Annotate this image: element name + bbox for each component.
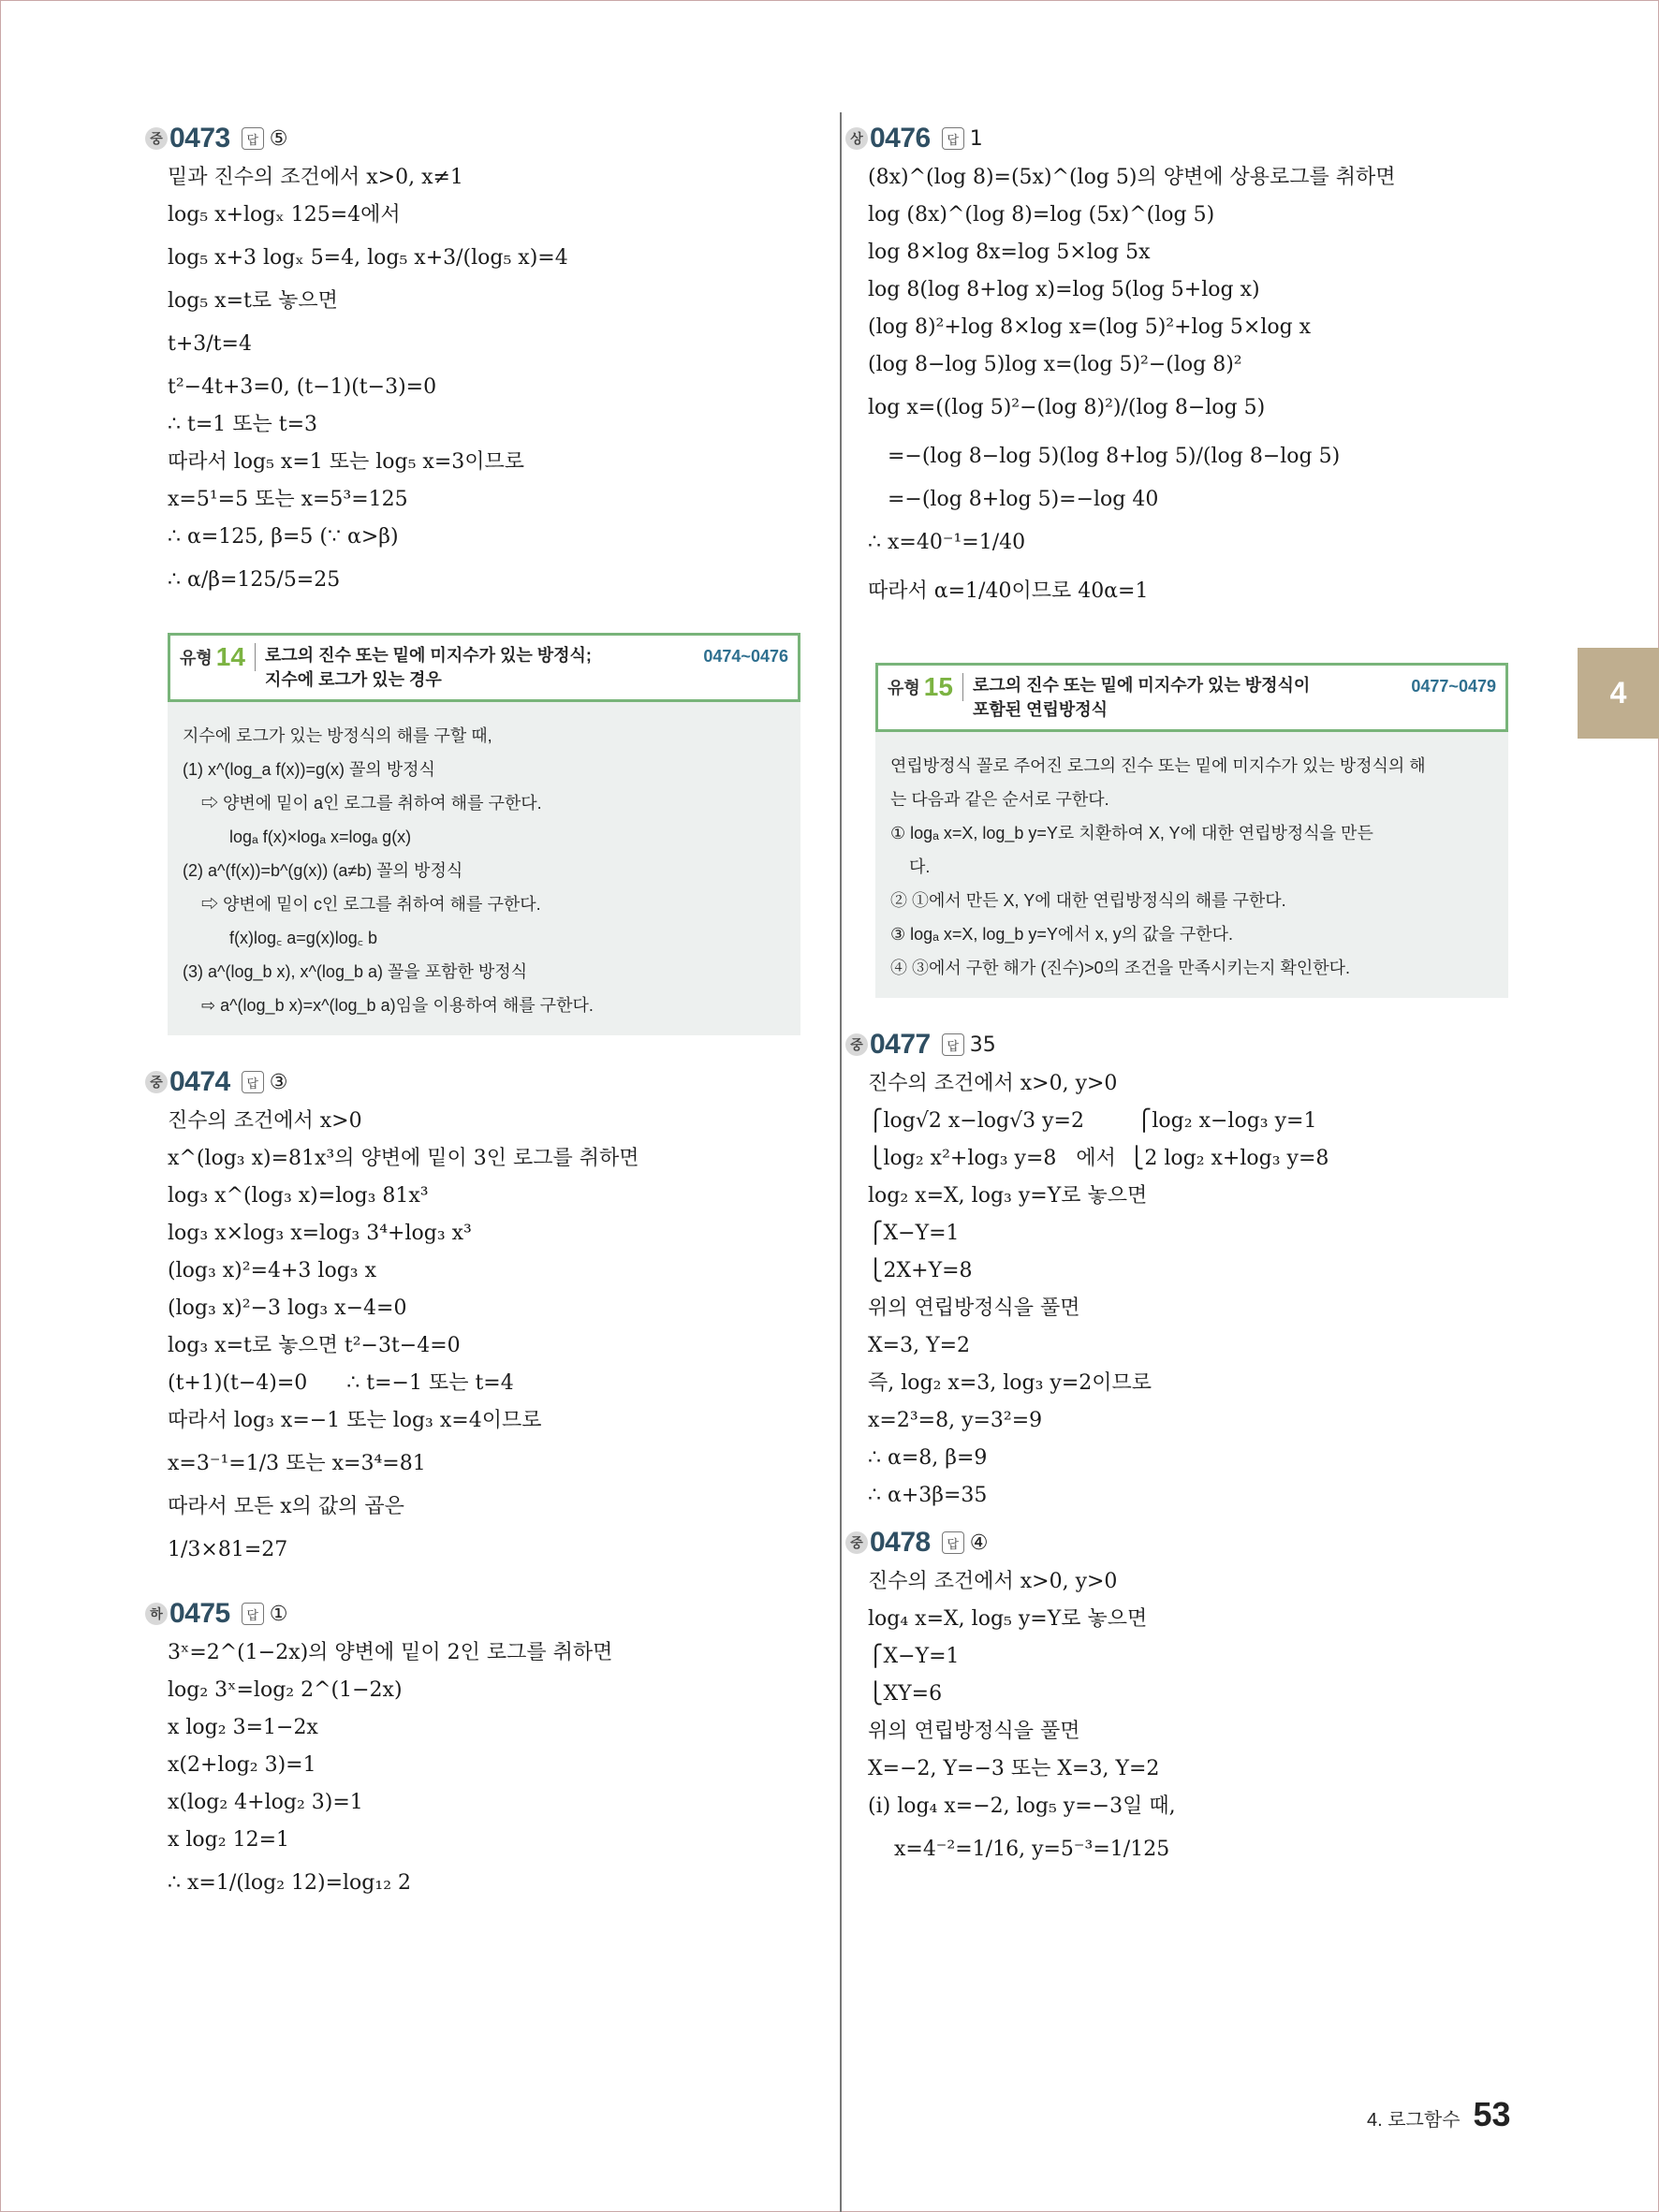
solution-line: 위의 연립방정식을 풀면 <box>868 1720 1080 1743</box>
page-number: 53 <box>1473 2095 1511 2133</box>
problem-header <box>145 120 810 157</box>
solution-line: ∴ α=125, β=5 (∵ α>β) <box>168 525 399 549</box>
difficulty-badge: 중 <box>145 127 168 150</box>
answer-tag: 답 <box>242 1603 264 1625</box>
solution-line: log₃ x×log₃ x=log₃ 3⁴+log₃ x³ <box>168 1222 472 1245</box>
problem-0476 <box>845 120 1521 616</box>
problem-header <box>845 1026 1521 1063</box>
type-tip-box <box>875 732 1508 998</box>
problem-0475 <box>145 1595 810 1908</box>
solution-line: log₂ 3ˣ=log₂ 2^(1−2x) <box>168 1678 403 1702</box>
problem-0477 <box>845 1026 1521 1515</box>
type-title: 로그의 진수 또는 밑에 미지수가 있는 방정식; 지수에 로그가 있는 경우 <box>264 646 592 689</box>
tip-line: ③ logₐ x=X, log_b y=Y에서 x, y의 값을 구한다. <box>890 925 1234 944</box>
problem-header <box>845 1524 1521 1561</box>
solution-line: 따라서 log₅ x=1 또는 log₅ x=3이므로 <box>168 450 525 474</box>
difficulty-badge: 상 <box>845 127 868 150</box>
solution-line: x=4⁻²=1/16, y=5⁻³=1/125 <box>868 1838 1170 1861</box>
answer-tag: 답 <box>242 1071 264 1093</box>
difficulty-badge: 하 <box>145 1603 168 1625</box>
type-title: 로그의 진수 또는 밑에 미지수가 있는 방정식이 포함된 연립방정식 <box>972 676 1311 719</box>
tip-line: 연립방정식 꼴로 주어진 로그의 진수 또는 밑에 미지수가 있는 방정식의 해 <box>890 756 1426 775</box>
solution-line: 즉, log₂ x=3, log₃ y=2이므로 <box>868 1371 1152 1395</box>
problem-0478 <box>845 1524 1521 1874</box>
answer-value: ⑤ <box>269 126 288 151</box>
type-label <box>888 673 963 701</box>
solution-line: (log 8)²+log 8×log x=(log 5)²+log 5×log x <box>868 315 1312 339</box>
column-divider <box>840 112 842 2212</box>
solution-line: 따라서 α=1/40이므로 40α=1 <box>868 579 1149 603</box>
solution-line: log (8x)^(log 8)=log (5x)^(log 5) <box>868 203 1215 227</box>
solution-line: 따라서 모든 x의 값의 곱은 <box>168 1495 404 1518</box>
tip-line: (2) a^(f(x))=b^(g(x)) (a≠b) 꼴의 방정식 <box>183 861 463 880</box>
answer-value: 35 <box>969 1033 996 1057</box>
solution-line: ∴ x=40⁻¹=1/40 <box>868 531 1026 554</box>
type-header <box>875 663 1508 732</box>
solution-line: 1/3×81=27 <box>168 1538 288 1561</box>
problem-header <box>145 1063 810 1101</box>
solution-line: x(2+log₂ 3)=1 <box>168 1753 316 1777</box>
solution-line: (log₃ x)²=4+3 log₃ x <box>168 1259 377 1282</box>
answer-value: ④ <box>969 1531 989 1555</box>
type-label <box>180 643 256 671</box>
tip-line: ⇨ 양변에 밑이 a인 로그를 취하여 해를 구한다. <box>183 794 542 813</box>
answer-tag: 답 <box>942 127 964 150</box>
solution-line: log 8(log 8+log x)=log 5(log 5+log x) <box>868 278 1260 301</box>
problem-number: 0477 <box>870 1029 931 1060</box>
solution-lines <box>145 159 810 605</box>
answer-value: ① <box>269 1602 288 1626</box>
solution-line: (log 8−log 5)log x=(log 5)²−(log 8)² <box>868 353 1242 376</box>
solution-line: log₃ x^(log₃ x)=log₃ 81x³ <box>168 1184 429 1208</box>
tip-line: ⇨ a^(log_b x)=x^(log_b a)임을 이용하여 해를 구한다. <box>183 996 594 1015</box>
difficulty-badge: 중 <box>845 1033 868 1056</box>
solution-line: x(log₂ 4+log₂ 3)=1 <box>168 1791 363 1814</box>
tip-line: (3) a^(log_b x), x^(log_b a) 꼴을 포함한 방정식 <box>183 962 528 981</box>
solution-lines <box>145 1103 810 1575</box>
answer-tag: 답 <box>242 127 264 150</box>
type-word: 유형 <box>180 649 213 667</box>
solution-line: log x=((log 5)²−(log 8)²)/(log 8−log 5) <box>868 396 1266 419</box>
solution-line: =−(log 8+log 5)=−log 40 <box>868 488 1159 511</box>
problem-0474 <box>145 1063 810 1575</box>
left-column <box>145 120 810 1917</box>
solution-line: ⎩log₂ x²+log₃ y=8 에서 ⎩2 log₂ x+log₃ y=8 <box>868 1147 1329 1170</box>
solution-line: log 8×log 8x=log 5×log 5x <box>868 241 1151 264</box>
problem-number: 0475 <box>169 1598 230 1629</box>
answer-tag: 답 <box>942 1531 964 1554</box>
solution-line: (i) log₄ x=−2, log₅ y=−3일 때, <box>868 1795 1176 1818</box>
solution-line: log₂ x=X, log₃ y=Y로 놓으면 <box>868 1184 1148 1208</box>
tip-line: f(x)log꜀ a=g(x)log꜀ b <box>183 929 378 947</box>
footer-chapter-title: 4. 로그함수 <box>1367 2110 1461 2131</box>
solution-line: ⎧log√2 x−log√3 y=2 ⎧log₂ x−log₃ y=1 <box>868 1109 1317 1133</box>
tip-line: ⇨ 양변에 밑이 c인 로그를 취하여 해를 구한다. <box>183 895 541 914</box>
solution-line: 3ˣ=2^(1−2x)의 양변에 밑이 2인 로그를 취하면 <box>168 1641 613 1664</box>
solution-line: 진수의 조건에서 x>0, y>0 <box>868 1072 1118 1095</box>
solution-line: ∴ x=1/(log₂ 12)=log₁₂ 2 <box>168 1871 412 1895</box>
page-footer <box>1367 2095 1511 2134</box>
solution-line: (log₃ x)²−3 log₃ x−4=0 <box>168 1296 407 1320</box>
tip-line: (1) x^(log_a f(x))=g(x) 꼴의 방정식 <box>183 760 435 779</box>
solution-line: 위의 연립방정식을 풀면 <box>868 1296 1080 1320</box>
tip-line: 다. <box>890 857 931 876</box>
solution-line: ∴ α/β=125/5=25 <box>168 568 341 592</box>
solution-line: x log₂ 3=1−2x <box>168 1716 318 1739</box>
solution-line: (8x)^(log 8)=(5x)^(log 5)의 양변에 상용로그를 취하면 <box>868 166 1396 189</box>
solution-lines <box>845 1065 1521 1515</box>
difficulty-badge: 중 <box>845 1531 868 1554</box>
solution-line: log₄ x=X, log₅ y=Y로 놓으면 <box>868 1607 1148 1631</box>
type-range: 0477~0479 <box>1411 677 1496 696</box>
type-number: 15 <box>923 672 953 701</box>
solution-line: X=−2, Y=−3 또는 X=3, Y=2 <box>868 1757 1160 1780</box>
right-column <box>845 120 1521 1883</box>
problem-number: 0478 <box>870 1527 931 1558</box>
solution-line: log₅ x+logₓ 125=4에서 <box>168 203 401 227</box>
solution-line: ∴ α=8, β=9 <box>868 1446 988 1470</box>
type-number: 14 <box>215 642 245 671</box>
chapter-side-tab: 4 <box>1578 648 1659 739</box>
tip-line: ④ ③에서 구한 해가 (진수)>0의 조건을 만족시키는지 확인한다. <box>890 959 1351 977</box>
solution-line: t+3/t=4 <box>168 332 252 356</box>
solution-line: t²−4t+3=0, (t−1)(t−3)=0 <box>168 375 437 399</box>
type-tip-box <box>168 702 800 1035</box>
solution-line: ∴ α+3β=35 <box>868 1484 988 1507</box>
type-word: 유형 <box>888 679 920 697</box>
type-range: 0474~0476 <box>703 647 788 666</box>
solution-line: x=2³=8, y=3²=9 <box>868 1409 1043 1432</box>
solution-line: 진수의 조건에서 x>0 <box>168 1109 362 1133</box>
answer-value: 1 <box>969 126 983 151</box>
type-15-section <box>875 663 1508 998</box>
solution-line: x=5¹=5 또는 x=5³=125 <box>168 488 408 511</box>
type-header <box>168 633 800 702</box>
solution-line: =−(log 8−log 5)(log 8+log 5)/(log 8−log 5) <box>868 445 1341 468</box>
solution-line: 밑과 진수의 조건에서 x>0, x≠1 <box>168 166 463 189</box>
solution-line: (t+1)(t−4)=0 ∴ t=−1 또는 t=4 <box>168 1371 514 1395</box>
type-14-section <box>168 633 800 1035</box>
problem-header <box>845 120 1521 157</box>
solution-line: log₅ x+3 logₓ 5=4, log₅ x+3/(log₅ x)=4 <box>168 246 568 270</box>
answer-value: ③ <box>269 1070 288 1094</box>
solution-line: ⎧X−Y=1 <box>868 1645 960 1668</box>
solution-lines <box>145 1634 810 1908</box>
solution-line: ⎩XY=6 <box>868 1682 943 1706</box>
solution-line: x log₂ 12=1 <box>168 1828 290 1852</box>
problem-0473 <box>145 120 810 605</box>
solution-line: x=3⁻¹=1/3 또는 x=3⁴=81 <box>168 1452 426 1475</box>
solution-line: log₃ x=t로 놓으면 t²−3t−4=0 <box>168 1334 461 1357</box>
solution-line: ⎩2X+Y=8 <box>868 1259 973 1282</box>
solution-line: ∴ t=1 또는 t=3 <box>168 413 318 436</box>
solution-line: log₅ x=t로 놓으면 <box>168 289 338 313</box>
solution-line: 진수의 조건에서 x>0, y>0 <box>868 1570 1118 1593</box>
solution-line: ⎧X−Y=1 <box>868 1222 960 1245</box>
solution-line: X=3, Y=2 <box>868 1334 971 1357</box>
tip-line: ② ①에서 만든 X, Y에 대한 연립방정식의 해를 구한다. <box>890 891 1286 910</box>
problem-number: 0473 <box>169 123 230 154</box>
problem-header <box>145 1595 810 1633</box>
tip-line: logₐ f(x)×logₐ x=logₐ g(x) <box>183 828 412 846</box>
solution-lines <box>845 1563 1521 1874</box>
tip-line: 지수에 로그가 있는 방정식의 해를 구할 때, <box>183 726 492 745</box>
tip-line: ① logₐ x=X, log_b y=Y로 치환하여 X, Y에 대한 연립방정식을 만든 <box>890 824 1373 842</box>
answer-tag: 답 <box>942 1033 964 1056</box>
solution-line: x^(log₃ x)=81x³의 양변에 밑이 3인 로그를 취하면 <box>168 1147 639 1170</box>
problem-number: 0476 <box>870 123 931 154</box>
difficulty-badge: 중 <box>145 1071 168 1093</box>
problem-number: 0474 <box>169 1066 230 1097</box>
tip-line: 는 다음과 같은 순서로 구한다. <box>890 790 1109 809</box>
solution-line: 따라서 log₃ x=−1 또는 log₃ x=4이므로 <box>168 1409 542 1432</box>
solution-lines <box>845 159 1521 616</box>
